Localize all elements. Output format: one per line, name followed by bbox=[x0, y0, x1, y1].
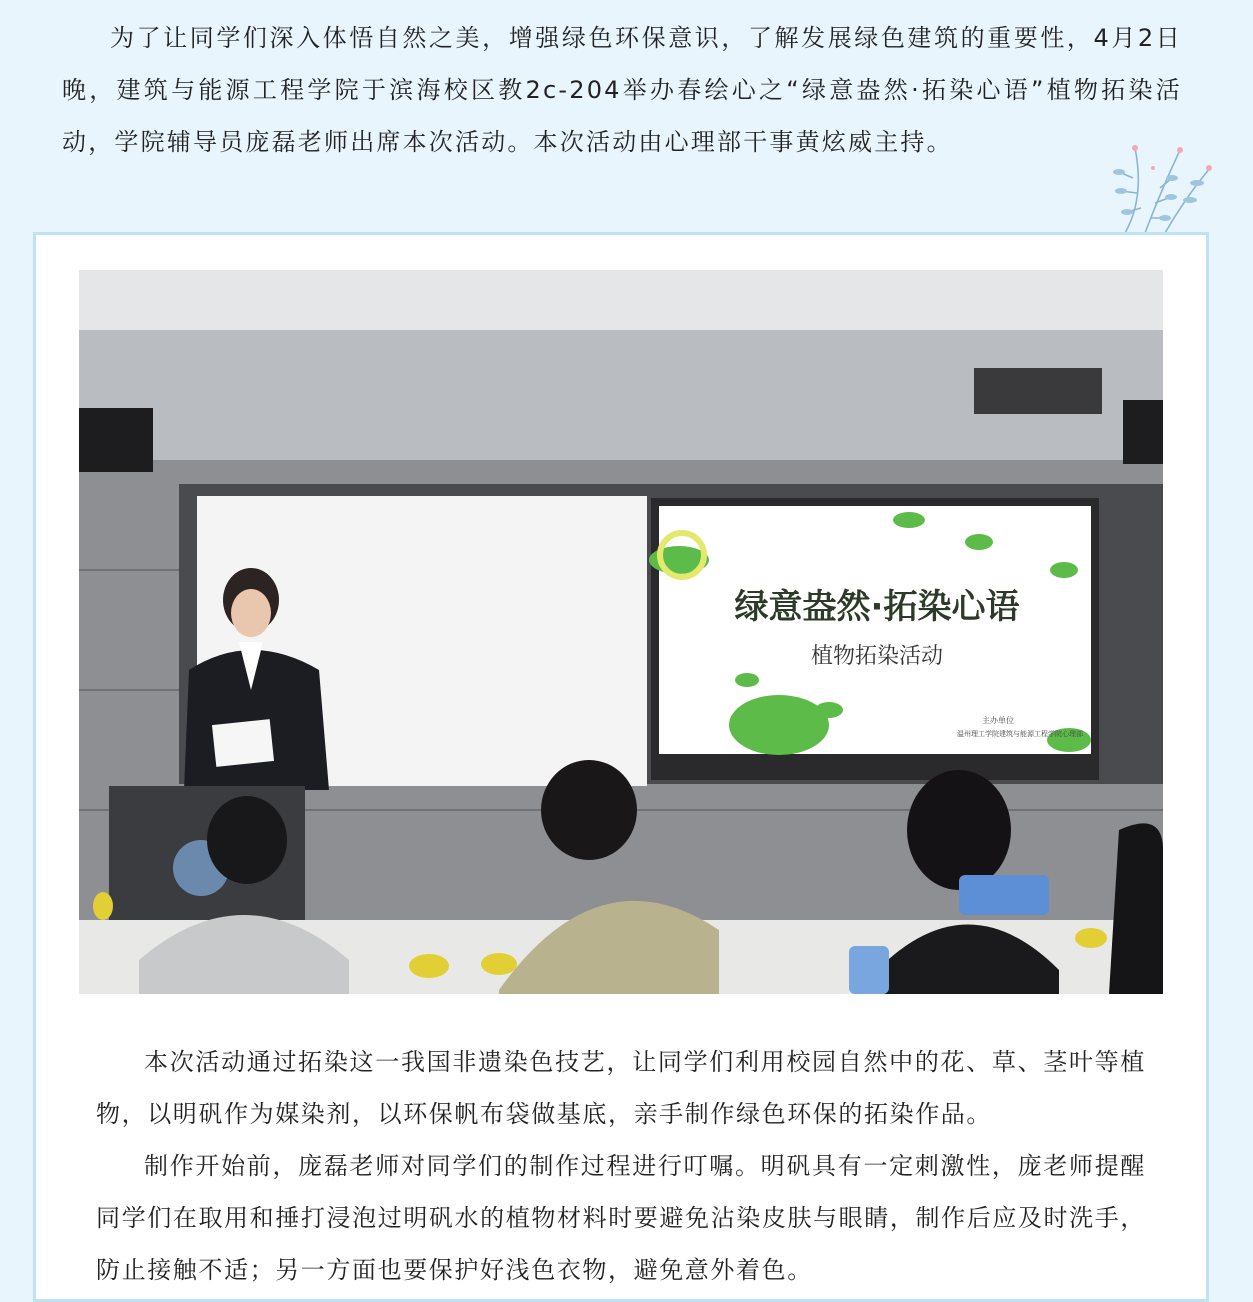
intro-paragraph bbox=[62, 12, 1182, 168]
event-photo bbox=[79, 270, 1163, 994]
slide-organizer: 温州理工学院建筑与能源工程学院心理部 bbox=[957, 730, 1083, 738]
intro-text: 为了让同学们深入体悟自然之美，增强绿色环保意识，了解发展绿色建筑的重要性，4月2日晚，建筑与能源工程学院于滨海校区教2c-204举办春绘心之“绿意盎然·拓染心语”植物拓染活动，学院辅导员庞磊老师出席本次活动。本次活动由心理部干事黄炫威主持。 bbox=[62, 24, 1182, 156]
slide-title: 绿意盎然·拓染心语 bbox=[734, 587, 1020, 627]
paragraph-1: 本次活动通过拓染这一我国非遗染色技艺，让同学们利用校园自然中的花、草、茎叶等植物，以明矾作为媒染剂，以环保帆布袋做基底，亲手制作绿色环保的拓染作品。 bbox=[96, 1048, 1146, 1128]
body-text bbox=[96, 1036, 1146, 1296]
slide-subtitle: 植物拓染活动 bbox=[810, 644, 944, 669]
floral-decoration-icon bbox=[1105, 138, 1215, 234]
slide-organizer-label: 主办单位 bbox=[982, 716, 1014, 725]
paragraph-2: 制作开始前，庞磊老师对同学们的制作过程进行叮嘱。明矾具有一定刺激性，庞老师提醒同学们在取用和捶打浸泡过明矾水的植物材料时要避免沾染皮肤与眼睛，制作后应及时洗手，防止接触不适；另一方面也要保护好浅色衣物，避免意外着色。 bbox=[96, 1152, 1146, 1284]
